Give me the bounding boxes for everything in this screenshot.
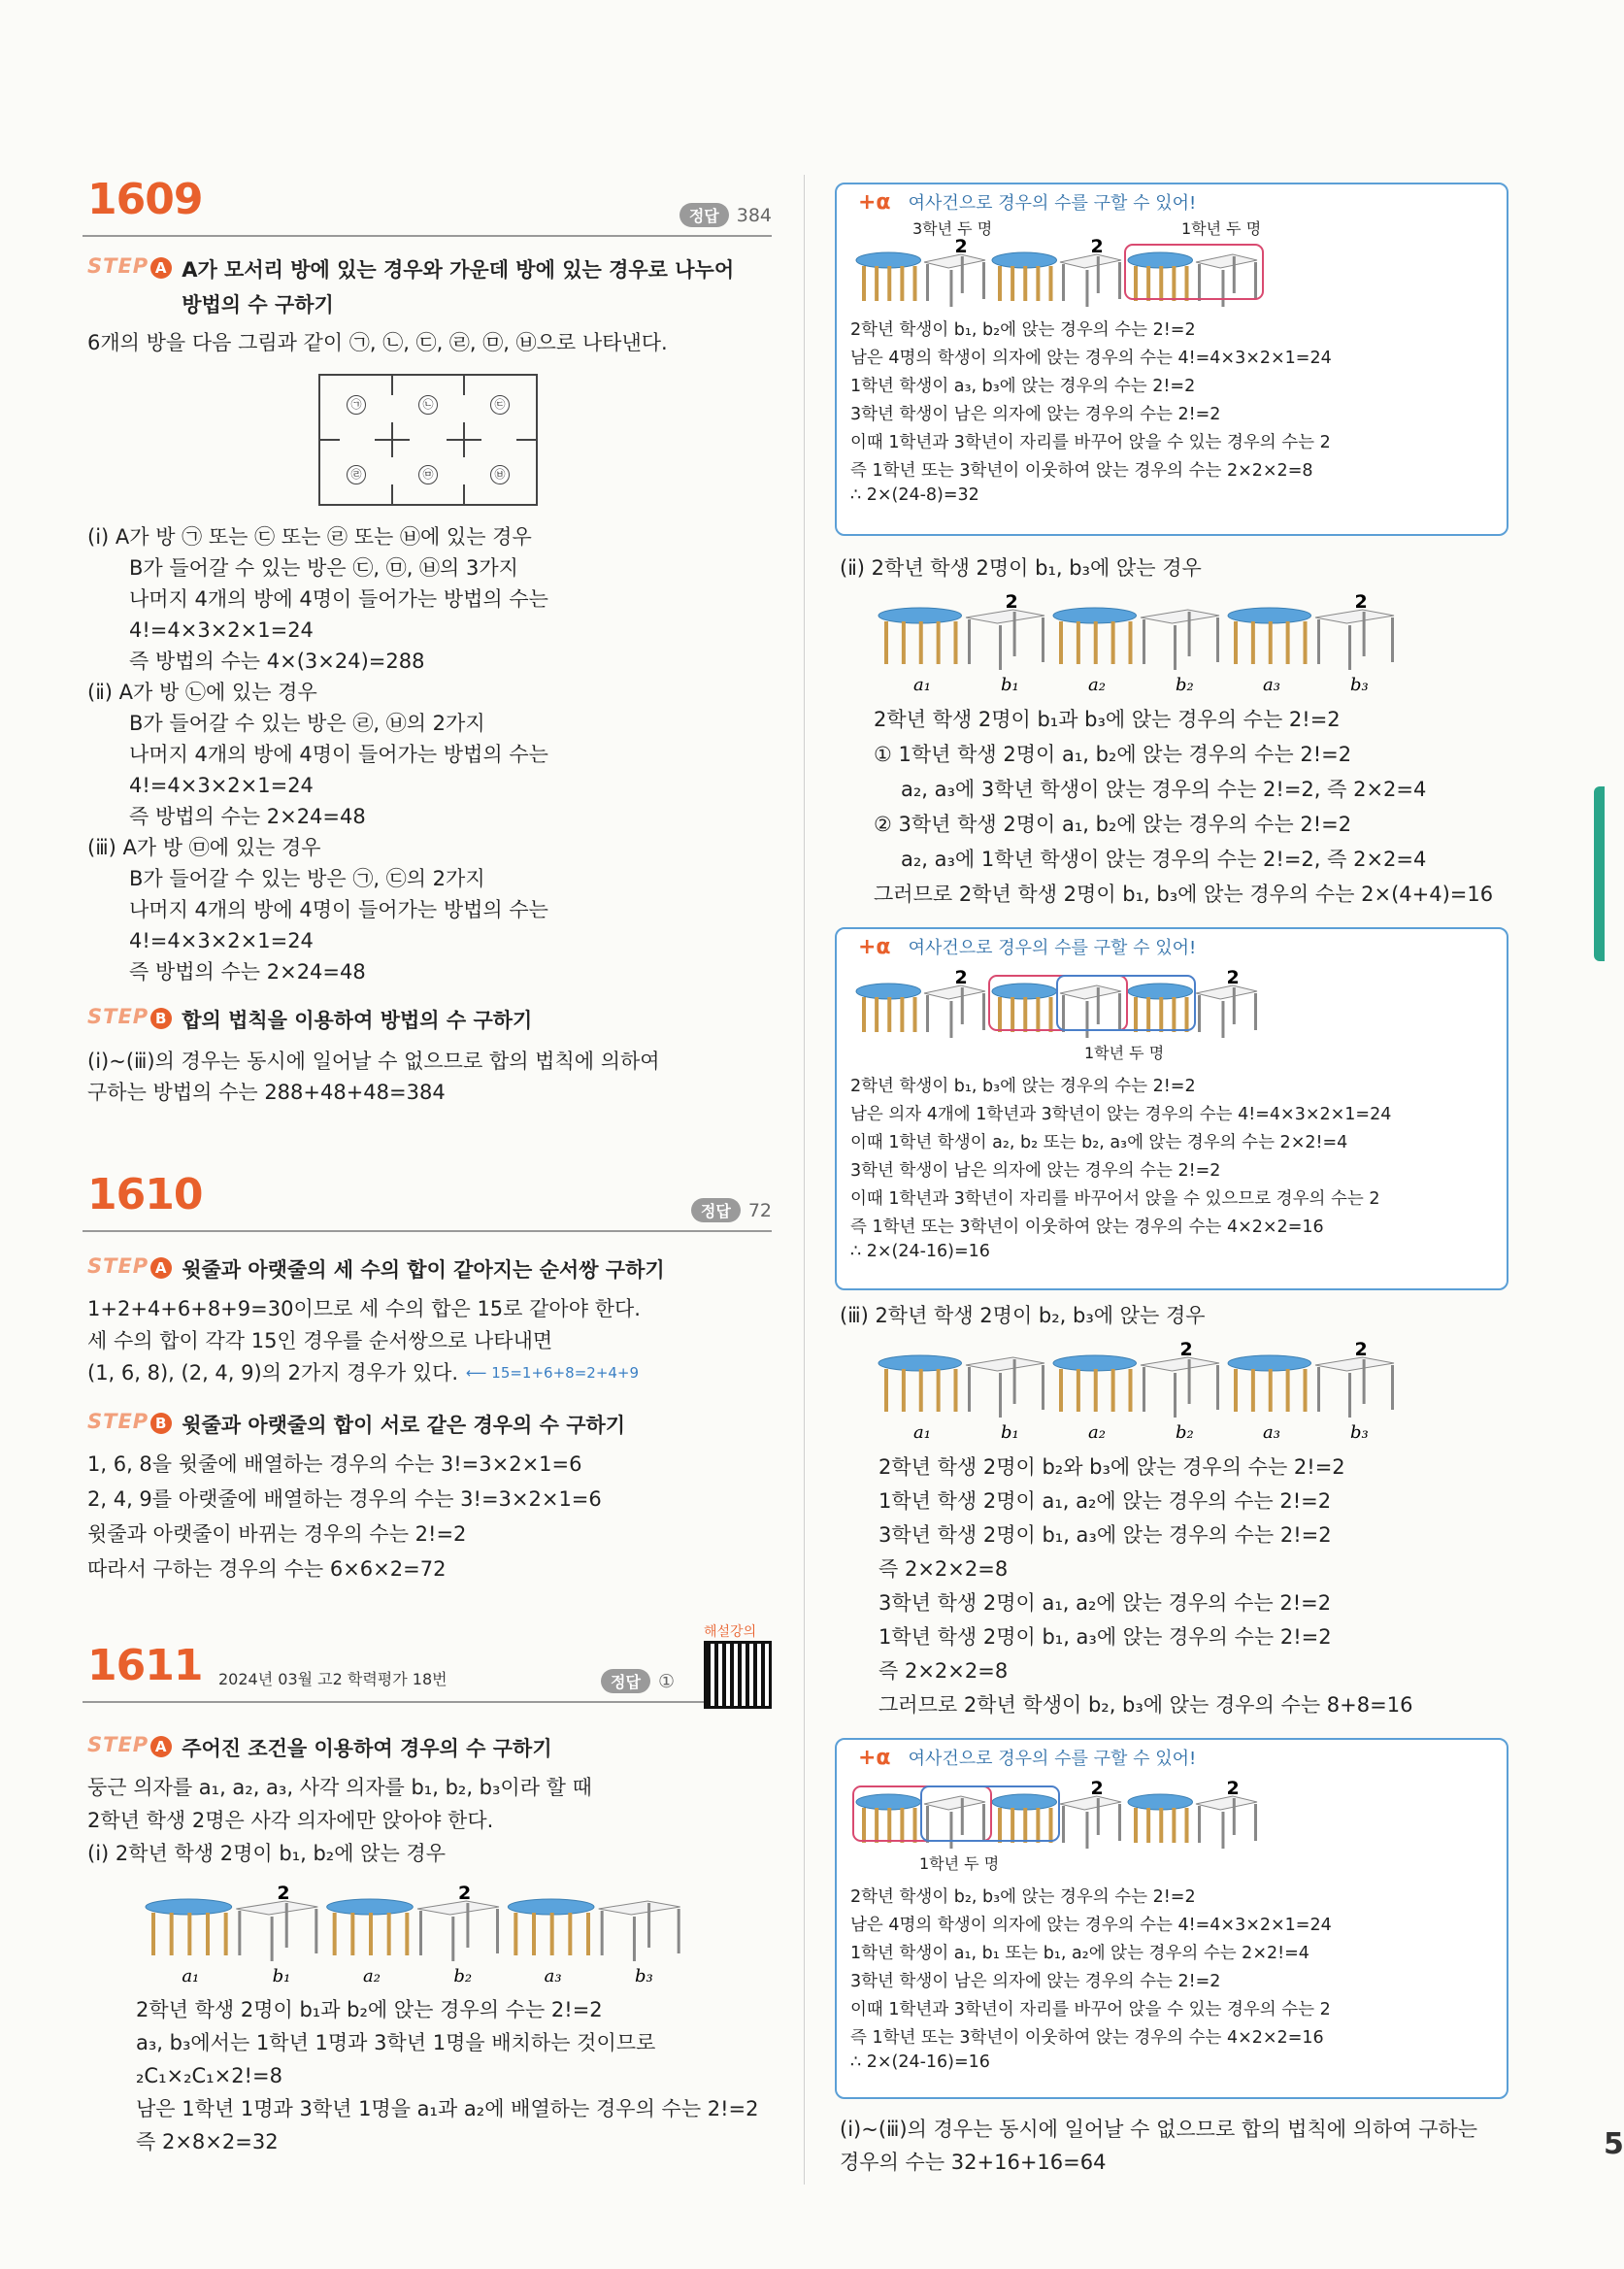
group-label: 1학년 두 명 (1181, 219, 1262, 238)
seat-label: a₁ (182, 1966, 200, 1986)
text-line: (ⅰ) A가 방 ㉠ 또는 ㉢ 또는 ㉣ 또는 ㉥에 있는 경우 (87, 525, 532, 549)
seat-label: b₁ (1001, 1422, 1019, 1443)
seat-label: a₂ (1088, 1422, 1106, 1443)
square-chair (966, 610, 1044, 670)
seat-label: a₃ (1263, 1422, 1280, 1443)
step-b: STEP B 합의 법칙을 이용하여 방법의 수 구하기 (87, 1005, 533, 1032)
problem-1610-header (83, 1170, 772, 1232)
round-chair (878, 608, 962, 664)
text-line: 둥근 의자를 a₁, a₂, a₃, 사각 의자를 b₁, b₂, b₃이라 할 때 (87, 1776, 592, 1799)
problem-number: 1611 (87, 1641, 203, 1690)
answer-badge: 정답 72 (691, 1198, 772, 1222)
seat-label: a₂ (1088, 675, 1106, 695)
round-chair (1128, 252, 1193, 301)
plus-alpha-icon: +α (858, 934, 891, 959)
seat-diagram-svg (146, 1884, 689, 1985)
round-chair (992, 1794, 1057, 1843)
text-line: 2학년 학생이 b₂, b₃에 앉는 경우의 수는 2!=2 (850, 1887, 1196, 1907)
round-chair (1053, 1355, 1137, 1412)
second-grader-mark: 2 (1090, 1778, 1104, 1799)
text-line: 즉 방법의 수는 4×(3×24)=288 (129, 650, 425, 673)
complement-tip-box: +α 여사건으로 경우의 수를 구할 수 있어! 2 2 1학년 두 명 2학년 학생이 b₁, b₃에 앉는 경우의 수는 2!=2 남은 의자 4개에 1학년과 3학년이 앉는 경우의 수는 4!=4×3×2×1=24 이때 1학년 학생이 a₂, b₂ 또는 b₂, a₃에 앉는 경우의 수는 2×2!=4 3학년 학생이 남은 의자에 앉는 경우의 수는 2!=2 이때 1학년과 3학년이 자리를 바꾸어서 앉을 수 있으므로 경우의 수는 2 즉 1학년 또는 3학년이 이웃하여 앉는 경우의 수는 4×2×2=16 ∴ 2×(24-16)=16 (835, 927, 1508, 1290)
seat-label: b₂ (1176, 675, 1194, 695)
text-line: 3학년 학생이 남은 의자에 앉는 경우의 수는 2!=2 (850, 405, 1221, 424)
round-chair (856, 984, 921, 1032)
text-line: ₂C₁×₂C₁×2!=8 (136, 2064, 282, 2087)
room-label: ㉠ (347, 395, 366, 415)
text-line: a₂, a₃에 1학년 학생이 앉는 경우의 수는 2!=2, 즉 2×2=4 (901, 848, 1427, 871)
round-chair (1228, 1355, 1311, 1412)
text-line: ∴ 2×(24-16)=16 (850, 1242, 990, 1261)
square-chair (1196, 985, 1257, 1038)
second-grader-mark: 2 (458, 1883, 472, 1904)
intro-text: 6개의 방을 다음 그림과 같이 ㉠, ㉡, ㉢, ㉣, ㉤, ㉥으로 나타낸다. (87, 331, 668, 354)
group-label: 1학년 두 명 (1084, 1044, 1165, 1062)
text-line: (ⅲ) A가 방 ㉤에 있는 경우 (87, 836, 321, 859)
text-line: 3학년 학생 2명이 a₁, a₂에 앉는 경우의 수는 2!=2 (878, 1591, 1332, 1615)
seat-diagram-svg (878, 1340, 1403, 1442)
round-chair (856, 1794, 921, 1843)
seat-diagram (146, 1884, 689, 1985)
seat-diagram (856, 967, 1264, 1040)
text-line: ① 1학년 학생 2명이 a₁, b₂에 앉는 경우의 수는 2!=2 (874, 743, 1352, 766)
seat-label: a₃ (544, 1966, 562, 1986)
text-line: (ⅰ)~(ⅲ)의 경우는 동시에 일어날 수 없으므로 합의 법칙에 의하여 구하는 (840, 2118, 1478, 2141)
text-line: 구하는 방법의 수는 288+48+48=384 (87, 1081, 446, 1104)
case-heading: (ⅲ) 2학년 학생 2명이 b₂, b₃에 앉는 경우 (840, 1304, 1206, 1327)
page-number: 5 (1604, 2127, 1624, 2161)
text-line: 4!=4×3×2×1=24 (129, 774, 314, 797)
problem-1609-header (83, 175, 772, 237)
square-chair (1060, 254, 1121, 307)
complement-tip-box: +α 여사건으로 경우의 수를 구할 수 있어! 3학년 두 명 1학년 두 명 2 2 2학년 학생이 b₁, b₂에 앉는 경우의 수는 2!=2 남은 4명의 학생이 의자에 앉는 경우의 수는 4!=4×3×2×1=24 1학년 학생이 a₃, b₃에 앉는 경우의 수는 2!=2 3학년 학생이 남은 의자에 앉는 경우의 수는 2!=2 이때 1학년과 3학년이 자리를 바꾸어 앉을 수 있는 경우의 수는 2 즉 1학년 또는 3학년이 이웃하여 앉는 경우의 수는 2×2×2=8 ∴ 2×(24-8)=32 (835, 183, 1508, 536)
second-grader-mark: 2 (954, 236, 968, 257)
text-line: 즉 1학년 또는 3학년이 이웃하여 앉는 경우의 수는 2×2×2=8 (850, 461, 1313, 481)
side-note: ⟵ 15=1+6+8=2+4+9 (466, 1364, 640, 1382)
square-chair (1141, 610, 1219, 670)
room-label: ㉥ (490, 465, 510, 484)
seat-label: b₃ (1350, 675, 1369, 695)
seat-diagram-svg (878, 592, 1403, 694)
text-line: 1학년 학생이 a₁, b₁ 또는 b₁, a₂에 앉는 경우의 수는 2×2!=4 (850, 1944, 1309, 1963)
square-chair (1315, 610, 1394, 670)
round-chair (1053, 608, 1137, 664)
text-line: B가 들어갈 수 있는 방은 ㉠, ㉢의 2가지 (129, 867, 485, 890)
second-grader-mark: 2 (1226, 1778, 1240, 1799)
step-a: STEP A 주어진 조건을 이용하여 경우의 수 구하기 (87, 1733, 552, 1760)
round-chair (146, 1899, 232, 1955)
text-line: 4!=4×3×2×1=24 (129, 618, 314, 642)
second-grader-mark: 2 (1354, 1339, 1368, 1360)
round-chair (1228, 608, 1311, 664)
seat-label: b₃ (635, 1966, 653, 1986)
rooms-diagram (318, 374, 538, 506)
text-line: 남은 1학년 1명과 3학년 1명을 a₁과 a₂에 배열하는 경우의 수는 2!=2 (136, 2097, 759, 2120)
square-chair (924, 254, 985, 307)
seat-diagram (878, 592, 1403, 694)
text-line: 그러므로 2학년 학생 2명이 b₁, b₃에 앉는 경우의 수는 2×(4+4)=16 (874, 883, 1494, 906)
seat-label: b₂ (1176, 1422, 1194, 1443)
step-a: STEP A 윗줄과 아랫줄의 세 수의 합이 같아지는 순서쌍 구하기 (87, 1254, 665, 1282)
case-heading: (ⅱ) 2학년 학생 2명이 b₁, b₃에 앉는 경우 (840, 556, 1202, 580)
text-line: 즉 방법의 수는 2×24=48 (129, 960, 366, 984)
text-line: 남은 의자 4개에 1학년과 3학년이 앉는 경우의 수는 4!=4×3×2×1=24 (850, 1105, 1392, 1124)
seat-label: a₁ (913, 1422, 931, 1443)
text-line: 2학년 학생 2명이 b₂와 b₃에 앉는 경우의 수는 2!=2 (878, 1455, 1345, 1479)
exam-source: 2024년 03월 고2 학력평가 18번 (218, 1670, 447, 1688)
text-line: 윗줄과 아랫줄이 바뀌는 경우의 수는 2!=2 (87, 1522, 467, 1546)
square-chair (924, 985, 985, 1038)
seat-label: a₂ (363, 1966, 381, 1986)
text-line: 2학년 학생 2명은 사각 의자에만 앉아야 한다. (87, 1809, 494, 1832)
text-line: 2학년 학생 2명이 b₁과 b₃에 앉는 경우의 수는 2!=2 (874, 708, 1341, 731)
text-line: ∴ 2×(24-16)=16 (850, 2052, 990, 2072)
text-line: a₃, b₃에서는 1학년 1명과 3학년 1명을 배치하는 것이므로 (136, 2031, 656, 2054)
column-divider (804, 175, 805, 2185)
text-line: 4!=4×3×2×1=24 (129, 929, 314, 952)
second-grader-mark: 2 (277, 1883, 290, 1904)
text-line: (ⅰ) 2학년 학생 2명이 b₁, b₂에 앉는 경우 (87, 1842, 446, 1865)
seat-diagram (856, 1778, 1264, 1851)
text-line: 1+2+4+6+8+9=30이므로 세 수의 합은 15로 같아야 한다. (87, 1297, 641, 1320)
round-chair (992, 984, 1057, 1032)
group-label: 1학년 두 명 (919, 1854, 1000, 1873)
text-line: ② 3학년 학생 2명이 a₁, b₂에 앉는 경우의 수는 2!=2 (874, 813, 1352, 836)
group-label: 3학년 두 명 (912, 219, 993, 238)
text-line: 이때 1학년 학생이 a₂, b₂ 또는 b₂, a₃에 앉는 경우의 수는 2×2!=4 (850, 1133, 1348, 1152)
complement-tip-box: +α 여사건으로 경우의 수를 구할 수 있어! 2 2 1학년 두 명 2학년 학생이 b₂, b₃에 앉는 경우의 수는 2!=2 남은 4명의 학생이 의자에 앉는 경우의 수는 4!=4×3×2×1=24 1학년 학생이 a₁, b₁ 또는 b₁, a₂에 앉는 경우의 수는 2×2!=4 3학년 학생이 남은 의자에 앉는 경우의 수는 2!=2 이때 1학년과 3학년이 자리를 바꾸어 앉을 수 있는 경우의 수는 2 즉 1학년 또는 3학년이 이웃하여 앉는 경우의 수는 4×2×2=16 ∴ 2×(24-16)=16 (835, 1738, 1508, 2099)
text-line: 즉 1학년 또는 3학년이 이웃하여 앉는 경우의 수는 4×2×2=16 (850, 2028, 1324, 2048)
second-grader-mark: 2 (1090, 236, 1104, 257)
seat-diagram-svg (856, 967, 1264, 1040)
plus-alpha-icon: +α (858, 189, 891, 215)
text-line: 1학년 학생 2명이 a₁, a₂에 앉는 경우의 수는 2!=2 (878, 1489, 1332, 1513)
square-chair (599, 1901, 680, 1961)
seat-label: b₁ (272, 1966, 291, 1986)
text-line: B가 들어갈 수 있는 방은 ㉢, ㉤, ㉥의 3가지 (129, 556, 518, 580)
text-line: a₂, a₃에 3학년 학생이 앉는 경우의 수는 2!=2, 즉 2×2=4 (901, 778, 1427, 801)
seat-label: b₃ (1350, 1422, 1369, 1443)
text-line: 남은 4명의 학생이 의자에 앉는 경우의 수는 4!=4×3×2×1=24 (850, 1916, 1332, 1935)
text-line: 남은 4명의 학생이 의자에 앉는 경우의 수는 4!=4×3×2×1=24 (850, 349, 1332, 368)
seat-label: b₁ (1001, 675, 1019, 695)
square-chair (966, 1357, 1044, 1418)
plus-alpha-icon: +α (858, 1745, 891, 1770)
seat-label: b₂ (453, 1966, 473, 1986)
answer-badge: 정답 384 (679, 203, 772, 227)
room-label: ㉤ (418, 465, 438, 484)
side-tab (1594, 786, 1605, 961)
qr-code[interactable] (704, 1641, 772, 1709)
square-chair (1060, 1796, 1121, 1849)
text-line: 3학년 학생 2명이 b₁, a₃에 앉는 경우의 수는 2!=2 (878, 1523, 1332, 1547)
second-grader-mark: 2 (1354, 591, 1368, 613)
text-line: B가 들어갈 수 있는 방은 ㉣, ㉥의 2가지 (129, 712, 485, 735)
text-line: 그러므로 2학년 학생이 b₂, b₃에 앉는 경우의 수는 8+8=16 (878, 1693, 1413, 1717)
step-b: STEP B 윗줄과 아랫줄의 합이 서로 같은 경우의 수 구하기 (87, 1410, 626, 1437)
text-line: 즉 방법의 수는 2×24=48 (129, 805, 366, 828)
text-line: 2, 4, 9를 아랫줄에 배열하는 경우의 수는 3!=3×2×1=6 (87, 1487, 602, 1511)
seat-label: a₁ (913, 675, 931, 695)
text-line: 즉 2×2×2=8 (878, 1659, 1009, 1683)
qr-label: 해설강의 (704, 1624, 757, 1640)
text-line: 3학년 학생이 남은 의자에 앉는 경우의 수는 2!=2 (850, 1161, 1221, 1181)
text-line: 1학년 학생이 a₃, b₃에 앉는 경우의 수는 2!=2 (850, 377, 1196, 396)
text-line: 1, 6, 8을 윗줄에 배열하는 경우의 수는 3!=3×2×1=6 (87, 1452, 582, 1476)
problem-1611-header (83, 1641, 772, 1703)
text-line: (ⅰ)~(ⅲ)의 경우는 동시에 일어날 수 없으므로 합의 법칙에 의하여 (87, 1050, 660, 1073)
second-grader-mark: 2 (1179, 1339, 1193, 1360)
square-chair (417, 1901, 499, 1961)
text-line: 나머지 4개의 방에 4명이 들어가는 방법의 수는 (129, 743, 548, 766)
text-line: 경우의 수는 32+16+16=64 (840, 2151, 1107, 2174)
second-grader-mark: 2 (1226, 967, 1240, 988)
step-a: STEP A A가 모서리 방에 있는 경우와 가운데 방에 있는 경우로 나누어 방법의 수 구하기 (87, 254, 735, 317)
round-chair (1128, 1794, 1193, 1843)
square-chair (1196, 1796, 1257, 1849)
text-line: 2학년 학생 2명이 b₁과 b₂에 앉는 경우의 수는 2!=2 (136, 1998, 603, 2021)
text-line: 2학년 학생이 b₁, b₃에 앉는 경우의 수는 2!=2 (850, 1077, 1196, 1096)
seat-diagram-svg (856, 1778, 1264, 1851)
text-line: 세 수의 합이 각각 15인 경우를 순서쌍으로 나타내면 (87, 1329, 553, 1352)
text-line: 나머지 4개의 방에 4명이 들어가는 방법의 수는 (129, 587, 548, 611)
round-chair (327, 1899, 414, 1955)
problem-number: 1609 (87, 175, 203, 224)
square-chair (1315, 1357, 1394, 1418)
text-line: 따라서 구하는 경우의 수는 6×6×2=72 (87, 1557, 447, 1581)
seat-label: a₃ (1263, 675, 1280, 695)
second-grader-mark: 2 (1005, 591, 1018, 613)
room-label: ㉢ (490, 395, 510, 415)
text-line: 이때 1학년과 3학년이 자리를 바꾸어서 앉을 수 있으므로 경우의 수는 2 (850, 1189, 1380, 1209)
seat-diagram (856, 236, 1264, 309)
seat-diagram-svg (856, 236, 1264, 309)
round-chair (992, 252, 1057, 301)
text-line: 나머지 4개의 방에 4명이 들어가는 방법의 수는 (129, 898, 548, 921)
round-chair (856, 252, 921, 301)
round-chair (508, 1899, 594, 1955)
text-line: 1학년 학생 2명이 b₁, a₃에 앉는 경우의 수는 2!=2 (878, 1625, 1332, 1649)
text-line: 즉 2×8×2=32 (136, 2130, 279, 2153)
text-line: 즉 2×2×2=8 (878, 1557, 1009, 1581)
text-line: (ⅱ) A가 방 ㉡에 있는 경우 (87, 681, 317, 704)
room-label: ㉡ (418, 395, 438, 415)
text-line: 3학년 학생이 남은 의자에 앉는 경우의 수는 2!=2 (850, 1972, 1221, 1991)
text-line: 2학년 학생이 b₁, b₂에 앉는 경우의 수는 2!=2 (850, 320, 1196, 340)
text-line: 이때 1학년과 3학년이 자리를 바꾸어 앉을 수 있는 경우의 수는 2 (850, 2000, 1331, 2019)
text-line: (1, 6, 8), (2, 4, 9)의 2가지 경우가 있다. (87, 1361, 459, 1385)
text-line: 이때 1학년과 3학년이 자리를 바꾸어 앉을 수 있는 경우의 수는 2 (850, 433, 1331, 452)
seat-diagram (878, 1340, 1403, 1442)
room-label: ㉣ (347, 465, 366, 484)
square-chair (236, 1901, 317, 1961)
problem-number: 1610 (87, 1170, 203, 1219)
round-chair (878, 1355, 962, 1412)
square-chair (1141, 1357, 1219, 1418)
answer-badge: 정답 ① (601, 1669, 675, 1693)
second-grader-mark: 2 (954, 967, 968, 988)
text-line: 즉 1학년 또는 3학년이 이웃하여 앉는 경우의 수는 4×2×2=16 (850, 1218, 1324, 1237)
text-line: ∴ 2×(24-8)=32 (850, 485, 979, 505)
round-chair (1128, 984, 1193, 1032)
